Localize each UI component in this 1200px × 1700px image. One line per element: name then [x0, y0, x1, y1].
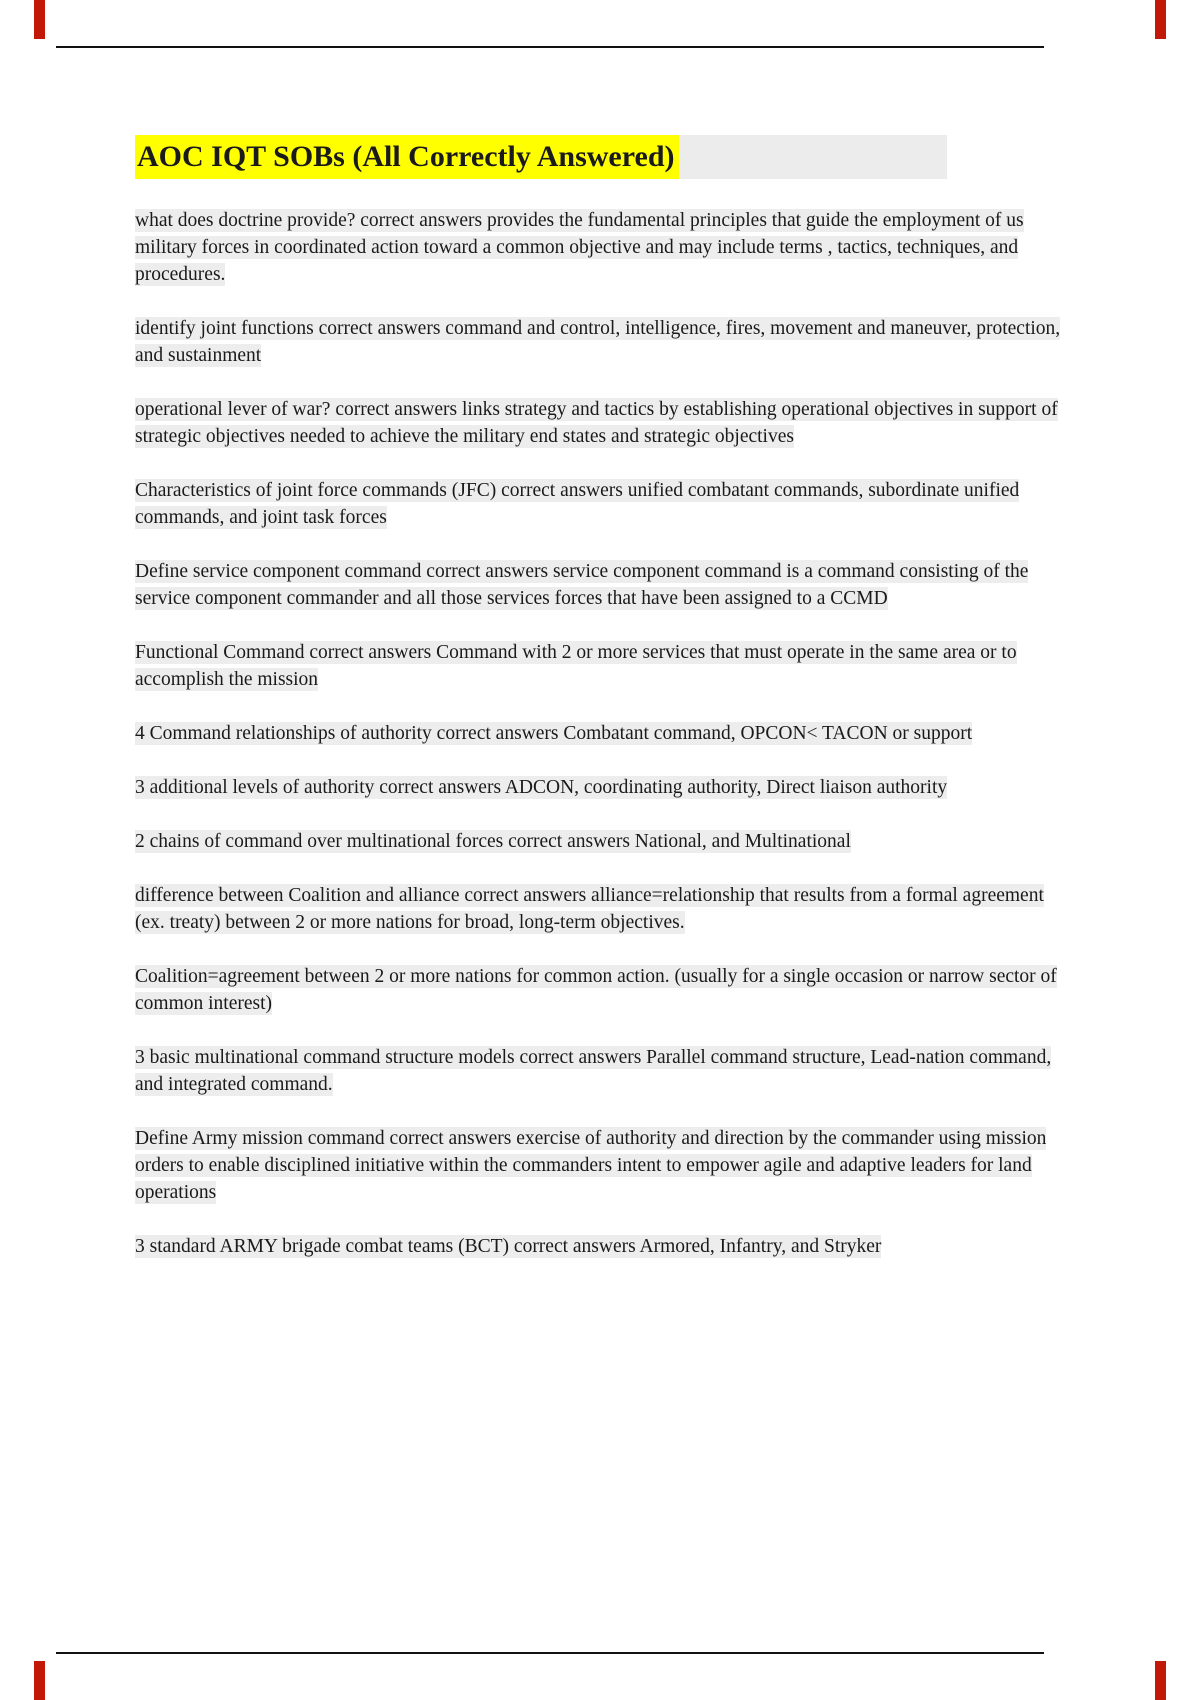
qa-paragraph	[135, 1233, 1067, 1260]
qa-paragraph-text: 3 basic multinational command structure models correct answers Parallel command structure, Lead-nation command, and integrated command.	[135, 1047, 1052, 1095]
qa-paragraph	[135, 882, 1067, 936]
qa-paragraph-text: 3 additional levels of authority correct answers ADCON, coordinating authority, Direct liaison authority	[135, 777, 948, 798]
qa-paragraph-text: 2 chains of command over multinational forces correct answers National, and Multinational	[135, 831, 851, 852]
bottom-rule	[56, 1652, 1044, 1654]
paragraph-list	[135, 207, 1067, 1260]
qa-paragraph	[135, 558, 1067, 612]
page-edge-marker-top-left	[34, 0, 45, 39]
qa-paragraph-text: 4 Command relationships of authority correct answers Combatant command, OPCON< TACON or support	[135, 723, 973, 744]
top-rule	[56, 46, 1044, 48]
qa-paragraph-text: Coalition=agreement between 2 or more nations for common action. (usually for a single occasion or narrow sector of common interest)	[135, 966, 1057, 1014]
qa-paragraph	[135, 396, 1067, 450]
qa-paragraph-text: Functional Command correct answers Command with 2 or more services that must operate in the same area or to accomplish the mission	[135, 642, 1017, 690]
qa-paragraph	[135, 639, 1067, 693]
qa-paragraph	[135, 720, 1067, 747]
qa-paragraph-text: difference between Coalition and alliance correct answers alliance=relationship that results from a formal agreement (ex. treaty) between 2 or more nations for broad, long-term objectives.	[135, 885, 1044, 933]
qa-paragraph	[135, 774, 1067, 801]
qa-paragraph	[135, 1125, 1067, 1206]
qa-paragraph-text: Define service component command correct answers service component command is a command consisting of the service component commander and all those services forces that have been assigned to a CCMD	[135, 561, 1029, 609]
page-title	[135, 135, 1067, 179]
qa-paragraph	[135, 963, 1067, 1017]
document-content	[135, 135, 1067, 1287]
page-edge-marker-bottom-left	[34, 1661, 45, 1700]
qa-paragraph-text: Define Army mission command correct answers exercise of authority and direction by the commander using mission orders to enable disciplined initiative within the commanders intent to empower agile and adaptive leaders for land operations	[135, 1128, 1047, 1203]
qa-paragraph-text: 3 standard ARMY brigade combat teams (BCT) correct answers Armored, Infantry, and Stryker	[135, 1236, 882, 1257]
page-title-text: AOC IQT SOBs (All Correctly Answered)	[135, 135, 679, 179]
qa-paragraph	[135, 1044, 1067, 1098]
qa-paragraph	[135, 315, 1067, 369]
qa-paragraph-text: identify joint functions correct answers command and control, intelligence, fires, movement and maneuver, protection, and sustainment	[135, 318, 1061, 366]
page-edge-marker-bottom-right	[1155, 1661, 1166, 1700]
qa-paragraph-text: Characteristics of joint force commands (JFC) correct answers unified combatant commands, subordinate unified commands, and joint task forces	[135, 480, 1020, 528]
title-highlight-tail	[679, 135, 947, 179]
qa-paragraph	[135, 828, 1067, 855]
qa-paragraph	[135, 207, 1067, 288]
qa-paragraph-text: operational lever of war? correct answers links strategy and tactics by establishing operational objectives in support of strategic objectives needed to achieve the military end states and strategic objectives	[135, 399, 1058, 447]
qa-paragraph-text: what does doctrine provide? correct answers provides the fundamental principles that guide the employment of us military forces in coordinated action toward a common objective and may include terms , tactics, techniques, and procedures.	[135, 210, 1024, 285]
page-edge-marker-top-right	[1155, 0, 1166, 39]
qa-paragraph	[135, 477, 1067, 531]
